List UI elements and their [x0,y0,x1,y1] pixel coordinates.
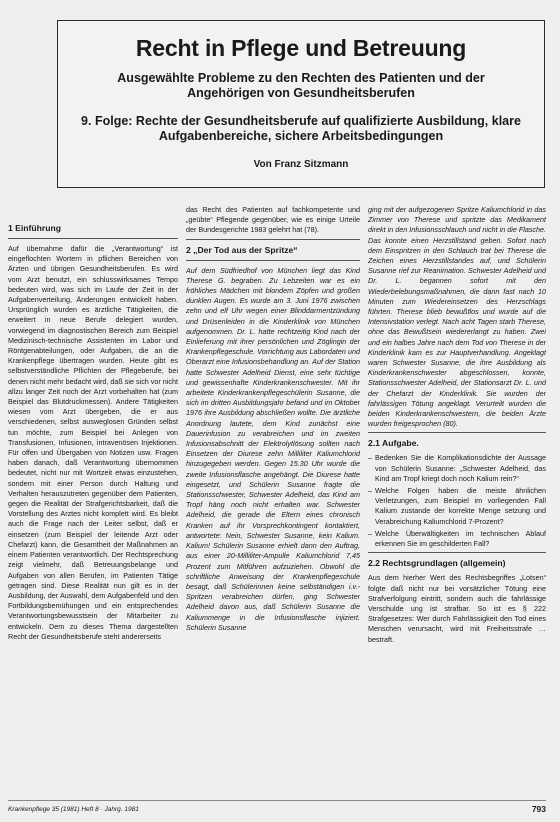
heading-rule [368,432,546,433]
section-heading-law: 2.2 Rechtsgrundlagen (allgemein) [368,558,506,569]
body-text: Aus dem hierher Wert des Rechtsbegriffes „Lotsen“ folgte daß nicht nur bei vorsätzlicher Tötung eine Strafverfolgung eintritt, sondern auch die fahrlässige Verschulde ung ist strafbar. So ist es § 222 Strafgesetzes: Wer durch Fahrlässigkeit den Tod eines Menschen verursacht, wird mit Freiheitsstrafe … bestraft. [368,573,546,644]
series-title: 9. Folge: Rechte der Gesundheitsberufe auf qualifizierte Ausbildung, klare Aufgabenbereiche, sichere Arbeitsbedingungen [81,114,521,143]
journal-citation: Krankenpflege 35 (1981) Heft 8 · Jahrg. 1981 [8,806,139,813]
author-line: Von Franz Sitzmann [253,159,349,170]
section-heading-intro: 1 Einführung [8,223,61,233]
body-text: Auf übernahme dafür die „Verantwortung“ ist eingeflochten Wortern in pflichen Bereichen von Ärzten und übrigen Gesundheitsberufen. Es wird vom Arzt benutzt, ein schlusswirksames Tempo bedeuten wird, was sich im Laufe der Zeit in der Aufgabenverteilung, Änderungen entwickelt haben. Ursprünglich wurden es ärztliche Tätigkeiten, die erweitert in neue Berufe delegiert wurden, vorwiegend im diagnostischen Bereich zum Beispiel Medizinisch-technische Assistenten im Labor und Röntgenabteilungen, oder Aufgaben, die an die Krankenpflege übertragen wurden. Heute gibt es selbstverständliche Pflichten der Pflegeberufe, bei denen nicht mehr bedacht wird, daß sie sich vor nicht allzu langer Zeit noch der Arzt vorbehalten hat (zum Beispiel das Blutdruckmessen). Andere Tätigkeiten wiesen vom Arzt übergeben, die er aus verschiedenen, selbst ausweglosen Gründen selbst tun möchte, zum Beispiel bei Anlegen von Transfusionen, Infusionen, intravenösen Injektionen. Für offen und Übergaben von Notizen usw. Fragen haben danach, daß Verantwortung übernommen bedeutet, nicht nur mit Wortzeit etwas einzustehen, sondern mit einer Person durch Haltung und Verhalten herauszutreten gegenüber dem Patienten, gegen die Realität der Strafgerichtsbarkeit, daß die Vorstellung des Arztes nicht komplett wird. Es bleibt auch die Frage nach der Leiter selbst, daß er einsetzen (zum Beispiel der leitende Arzt oder Chefarzt) kann, die Gesamtheit der Maßnahmen an einem Patienten verantwortlich. Der Rechtsprechung zeigt vielmehr, daß Betreuungsbelange und Aufgaben von allen Berufen, im Patienten Tätige getragen sind. Diese Realität nun gilt es in der Ausbildung, der Auswahl, dem Aufgabenfeld und den Fortbildungsbemühungen und ein entsprechendes Verantwortungsbewusstsein der Mitarbeiter zu entwickeln. Dem zu dieses Thema dargestellten Recht der Gesundheitsberufe steht andererseits [8,244,178,641]
heading-rule [186,239,360,240]
page-number: 793 [531,804,546,814]
heading-rule [368,552,546,553]
case-text: ging mit der aufgezogenen Spritze Kaliumchlorid in das Zimmer von Therese und spritzte das Medikament direkt in den Infusionsschlauch und nicht in die Flasche. Das konnte einen Herzstillstand geben. Sofort nach dem Einspritzen in den Schlauch trat bei Therese die Zeichen eines Herzstillstandes auf, und Schülerin Susanne rief zur Reanimation. Schwester Adelheid und Dr. L. begannen sofort mit den Wiederbelebungsmaßnahmen, die dann fast nach 10 Minuten zum Wiedereinsetzen des Herzschlags führten. Therese blieb bewußtlos und wurde auf die Intensivstation verlegt. Nach acht Tagen starb Therese, ohne das Bewußtsein wiedererlangt zu haben. Zwei und ein halbes Jahre nach dem Tod von Therese in der Kinderklinik kam es zur Hauptverhandlung. Angeklagt waren Schwester Susanne, die ihre Ausbildung als Kinderkrankenschwester abgeschlossen, konnte, Stationsschwester Adelheid, der Stationsarzt Dr. L. und der Chefarzt der Kinderklinik. Sie wurden der fahrlässigen Tötung angeklagt. Verurteilt wurden die beiden Kinderkrankenschwestern, die beiden Ärzte wurden freigesprochen (80). [368,205,546,429]
column-right [368,205,546,783]
task-list [368,453,546,549]
case-text: Auf dem Südfriedhof von München liegt das Kind Therese G. begraben. Zu Lebzeiten war es ein fröhliches Mädchen mit blondem Zöpfen und großen dunklen Augen. Es wurde am 3. Juni 1976 zwischen zehn und elf Uhr wegen einer Blinddarmentzündung und Drüsenleiden in die Kinderklinik von München aufgenommen. Dr. L. hatte rechtzeitig Kind nach der Einlieferung mit ihrer persönlichen und Zöglingin der Krankenpflegeschule. Vorrichtung aus Labordaten und Oberarzt eine Infusionsbehandlung an. Auf der Station hatte Schwester Adelheid Dienst, eine sehr tüchtige und gewissenhafte Kinderkrankenschwester. Mit ihr arbeitete Kinderkrankenpflegeschülerin Susanne, die sich im dritten Ausbildungsjahr befand und im Oktober 1976 ihre Ausbildung abschließen wollte. Die ärztliche Anordnung lautete, dem Kind zunächst eine Dauerinfusion zu verabreichen und im zweiten Infusionsabschnitt der Elektrolytlösung sollten nach Einsetzen der Diurese zehn Milliliter Kaliumchlorid hinzugegeben werden. Gegen 15.30 Uhr wurde die zweite Infusionsflasche angehängt. Die Diurese hatte eingesetzt, und Schülerin Susanne fragte die Stationsschwester, Schwester Adelheid, das Kind am Tropf häng noch nicht erhalten war. Schwester Adelheid, die gerade die Eltern eines chronisch Kranken auf ihr Vorsprechkontingent kontaktiert, antwortete: Nein, Schwester Susanne, kein Kalium. Kalium! Schülerin Susanne erhielt dann den Auftrag, aus einer 20-Milliliter-Ampulle Kaliumchlorid 7,45 Prozent zum Mitführen aufzuziehen. Obwohl die schriftliche Anweisung der Krankenpflegeschule besagt, daß Schülerinnen keine selbständigen i.v.-Spritzen verabreichen dürfen, ging Schwester Adelheid davon aus, daß Schülerin Susanne die Kaliummenge in die Infusionsflasche injiziert. Schülerin Susanne [186,265,360,632]
heading-rule [8,238,178,239]
list-item: – Bedenken Sie die Komplikationsdichte der Aussage von Schülerin Susanne: „Schwester Adelheid, das Kind am Tropf kriegt doch noch Kalium rein?“ [368,453,546,484]
article-subtitle: Ausgewählte Probleme zu den Rechten des Patienten und der Angehörigen von Gesundheitsberufen [117,71,485,100]
list-item: – Welche Überwältigkeiten im technischen Ablauf erkennen Sie im geschilderten Fall? [368,529,546,549]
body-text: das Recht des Patienten auf fachkompetente und „geübte“ Pflegende gegenüber, wie es einige Urteile der Bundesgerichte 1983 gelehrt hat (78). [186,205,360,235]
column-middle [186,205,360,783]
section-heading-task: 2.1 Aufgabe. [368,438,419,449]
article-title: Recht in Pflege und Betreuung [135,35,467,61]
article-header [57,20,545,188]
list-item: – Welche Folgen haben die meiste ähnlichen Verletzungen, zum Beispiel im vorliegenden Fall Kalium zustande der korrekte Menge setzung und Verabreichung Kaliumchlorid 7-Prozent? [368,486,546,527]
column-left [8,223,178,783]
footer-rule [8,800,546,801]
section-heading-case: 2 „Der Tod aus der Spritze“ [186,244,298,255]
heading-rule [186,260,360,261]
